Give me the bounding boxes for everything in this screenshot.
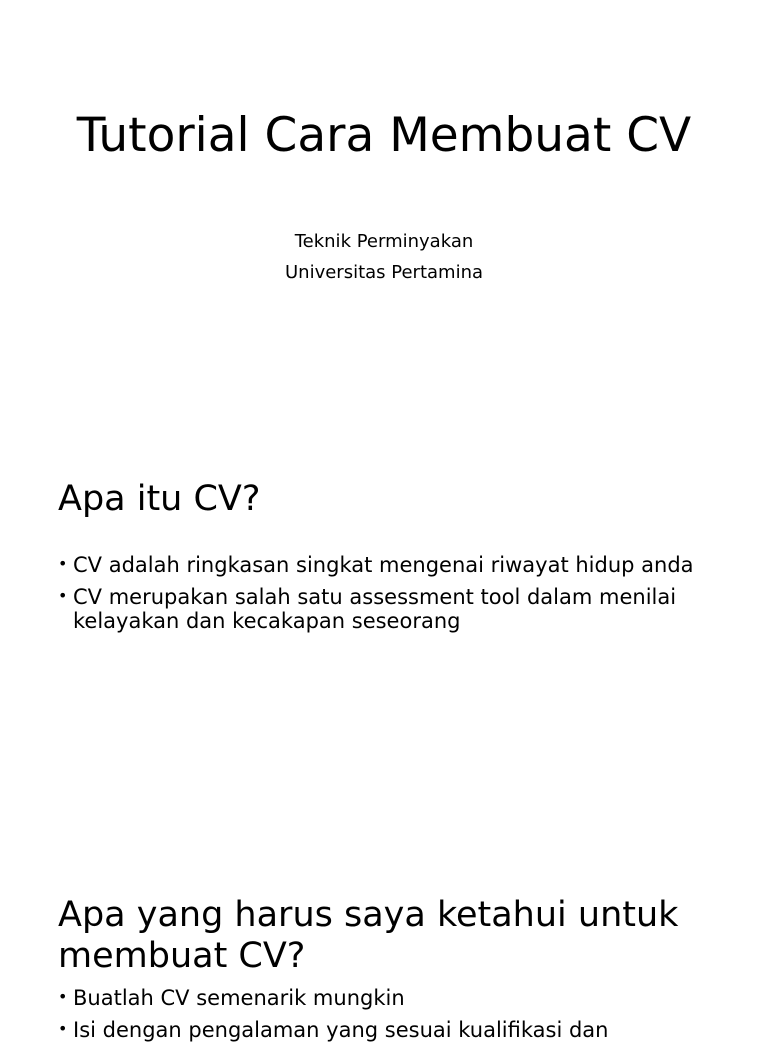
title-slide bbox=[0, 0, 768, 432]
bullet-list bbox=[58, 986, 708, 1050]
subtitle-university: Universitas Pertamina bbox=[284, 262, 484, 283]
slide-heading: Apa yang harus saya ketahui untuk membuat CV? bbox=[58, 895, 679, 976]
presentation-title: Tutorial Cara Membuat CV bbox=[76, 108, 692, 163]
slide-what-to-know bbox=[0, 864, 768, 1042]
bullet-item: • Isi dengan pengalaman yang sesuai kualifikasi dan bbox=[58, 1018, 708, 1042]
subtitle-department: Teknik Perminyakan bbox=[294, 231, 474, 252]
slide-heading: Apa itu CV? bbox=[58, 479, 261, 519]
bullet-item: • CV adalah ringkasan singkat mengenai riwayat hidup anda bbox=[58, 553, 708, 577]
bullet-item: • CV merupakan salah satu assessment tool dalam menilai kelayakan dan kecakapan seseorang bbox=[58, 585, 708, 633]
bullet-list bbox=[58, 553, 708, 641]
bullet-item: • Buatlah CV semenarik mungkin bbox=[58, 986, 708, 1010]
slide-what-is-cv bbox=[0, 432, 768, 864]
